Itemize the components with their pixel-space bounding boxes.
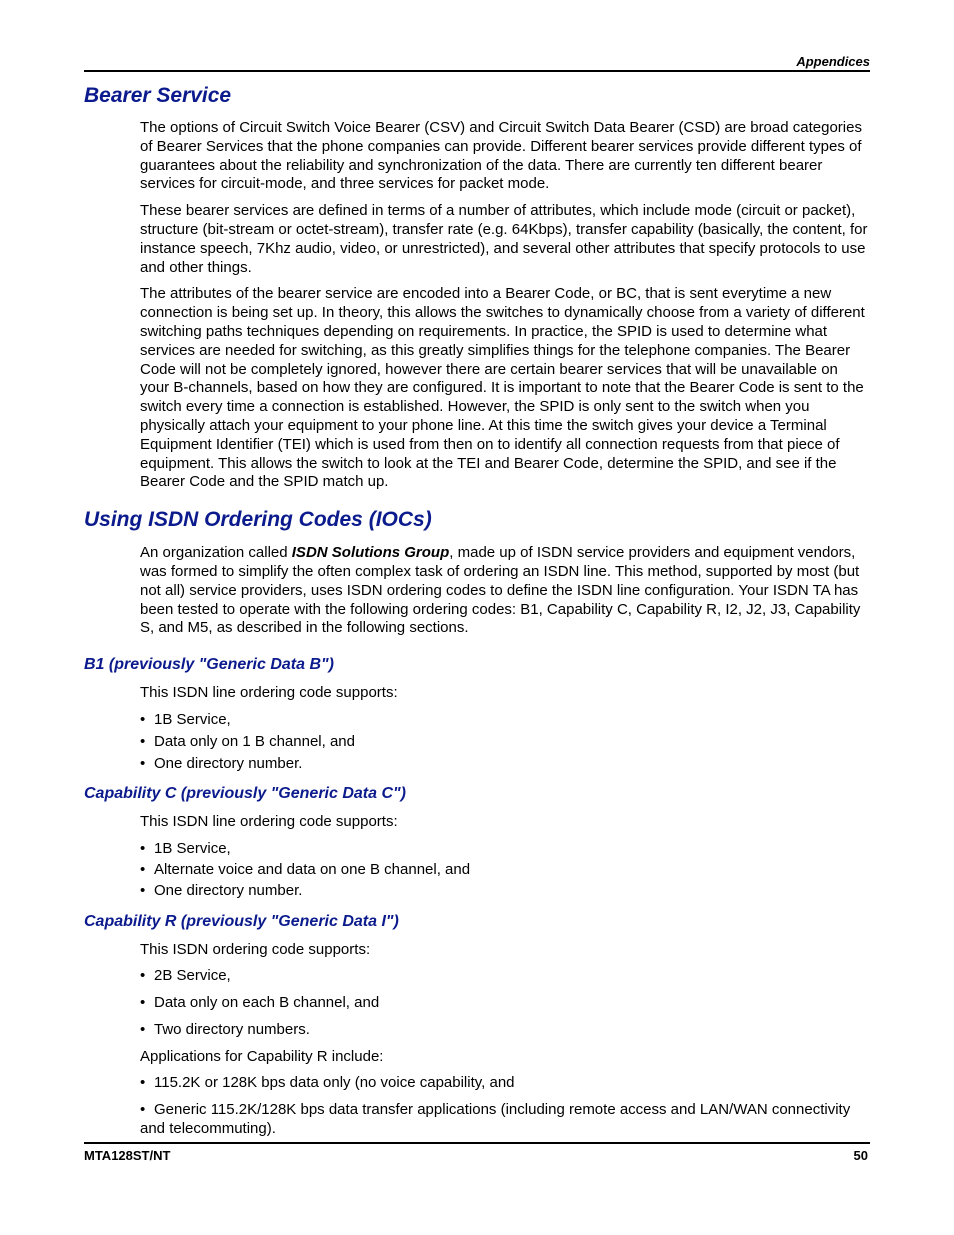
header-rule bbox=[84, 70, 870, 72]
list-item: • 115.2K or 128K bps data only (no voice capability, and bbox=[140, 1074, 515, 1092]
heading-bearer-service: Bearer Service bbox=[84, 84, 232, 107]
bullet-icon: • bbox=[140, 1074, 146, 1092]
bullet-icon: • bbox=[140, 860, 146, 878]
footer-rule bbox=[84, 1142, 870, 1144]
list-item: • Two directory numbers. bbox=[140, 1020, 310, 1038]
bullet-icon: • bbox=[140, 994, 146, 1012]
cap-c-list bbox=[84, 840, 870, 900]
cap-r-intro: This ISDN ordering code supports: bbox=[140, 940, 371, 958]
bullet-icon: • bbox=[140, 754, 146, 772]
list-item: • One directory number. bbox=[140, 754, 303, 772]
iocs-intro-before: An organization called bbox=[140, 544, 292, 562]
cap-r-apps-list bbox=[84, 1074, 870, 1138]
bullet-icon: • bbox=[140, 967, 146, 985]
list-item: • Data only on 1 B channel, and bbox=[140, 732, 355, 750]
iocs-intro-after: , made up of ISDN service providers and equipment vendors, was formed to simplify the often complex task of ordering an ISDN line. This method, supported by most (but not all) service providers, uses ISDN ordering codes to define the ISDN line configuration. Your ISDN TA has been tested to operate with the following ordering codes: B1, Capability C, Capability R, I2, J2, J3, Capability S, and M5, as described in the following sections. bbox=[140, 544, 861, 637]
iocs-paragraph bbox=[84, 544, 870, 638]
list-item: • 2B Service, bbox=[140, 967, 231, 985]
list-item: • Generic 115.2K/128K bps data transfer applications (including remote access and LAN/WAN connectivity and telecommuting). bbox=[140, 1101, 851, 1138]
page-number: 50 bbox=[853, 1148, 868, 1163]
heading-iocs: Using ISDN Ordering Codes (IOCs) bbox=[84, 508, 432, 532]
bullet-icon: • bbox=[140, 881, 146, 899]
footer-product-name: MTA128ST/NT bbox=[84, 1148, 171, 1163]
bullet-icon: • bbox=[140, 1020, 146, 1038]
list-item: • 1B Service, bbox=[140, 710, 231, 728]
iocs-org-name: ISDN Solutions Group bbox=[291, 544, 450, 562]
bullet-icon: • bbox=[140, 710, 146, 728]
heading-b1: B1 (previously "Generic Data B") bbox=[84, 656, 334, 674]
page-content bbox=[84, 82, 870, 1139]
cap-r-list bbox=[84, 967, 870, 1039]
bearer-paragraph-2: These bearer services are defined in terms of a number of attributes, which include mode (circuit or packet), structure (bit-stream or octet-stream), transfer rate (e.g. 64Kbps), transfer capability (basically, the content, for instance speech, 7Khz audio, video, or unrestricted), and several other attributes that specify protocols to use and other things. bbox=[140, 202, 868, 276]
list-item: • Alternate voice and data on one B channel, and bbox=[140, 860, 471, 878]
b1-intro: This ISDN line ordering code supports: bbox=[140, 684, 398, 702]
bearer-paragraph-1: The options of Circuit Switch Voice Bearer (CSV) and Circuit Switch Data Bearer (CSD) are broad categories of Bearer Services that the phone companies can provide. Different bearer services provide different types of guarantees about the reliability and synchronization of the data. There are currently ten different bearer services for circuit-mode, and three services for packet mode. bbox=[140, 119, 862, 193]
heading-capability-c: Capability C (previously "Generic Data C") bbox=[84, 785, 406, 803]
list-item: • 1B Service, bbox=[140, 840, 231, 858]
bullet-icon: • bbox=[140, 840, 146, 858]
bullet-icon: • bbox=[140, 1101, 146, 1119]
cap-c-intro: This ISDN line ordering code supports: bbox=[140, 813, 398, 831]
cap-r-apps-intro: Applications for Capability R include: bbox=[140, 1047, 384, 1065]
b1-list bbox=[84, 711, 870, 773]
list-item: • Data only on each B channel, and bbox=[140, 994, 380, 1012]
bullet-icon: • bbox=[140, 732, 146, 750]
header-section-label: Appendices bbox=[796, 54, 870, 69]
heading-capability-r: Capability R (previously "Generic Data I") bbox=[84, 912, 399, 930]
bearer-paragraph-3: The attributes of the bearer service are encoded into a Bearer Code, or BC, that is sent everytime a new connection is being set up. In theory, this allows the switches to dynamically choose from a variety of different switching paths techniques depending on requirements. In practice, the SPID is used to determine what services are needed for switching, as this greatly simplifies things for the telephone companies. The Bearer Code will not be completely ignored, however there are certain bearer services that will be unavailable on your B-channels, based on how they are configured. It is important to note that the Bearer Code is sent to the switch every time a connection is established. However, the SPID is only sent to the switch when you physically attach your equipment to your phone line. At this time the switch gives your device a Terminal Equipment Identifier (TEI) which is used from then on to identify all connection requests from that piece of equipment. This allows the switch to look at the TEI and Bearer Code, determine the SPID, and see if the Bearer Code and the SPID match up. bbox=[140, 285, 865, 491]
list-item: • One directory number. bbox=[140, 881, 303, 899]
